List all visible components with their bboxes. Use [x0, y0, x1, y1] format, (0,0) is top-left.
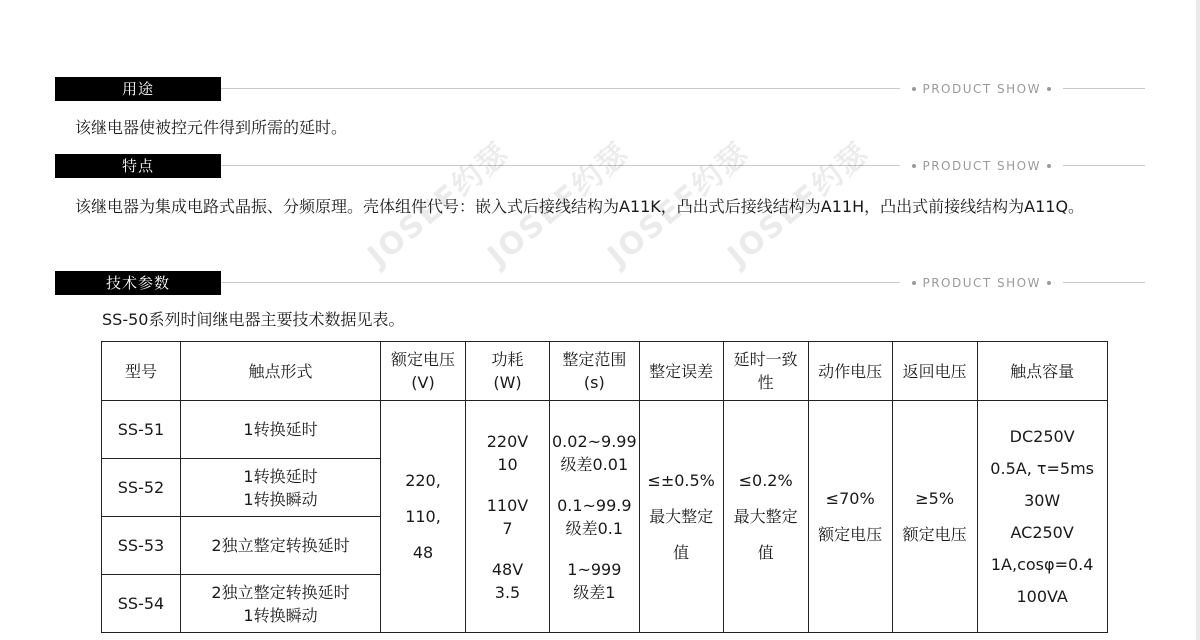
contact-capacity-cell: DC250V 0.5A, τ=5ms 30W AC250V 1A,cosφ=0.4 100VA [977, 401, 1107, 633]
section-tag-feature: 特点 [55, 154, 221, 178]
header-setting-error: 整定误差 [639, 342, 723, 401]
section-header-tech [55, 271, 1145, 295]
header-setting-range: 整定范围 (s) [550, 342, 640, 401]
setting-range-cell: 0.02~9.99 级差0.01 0.1~99.9 级差0.1 1~999 级差1 [550, 401, 640, 633]
watermark-logo: JOSEF约瑟 [601, 135, 757, 274]
table-header-row [102, 342, 1108, 401]
tech-intro-text: SS-50系列时间继电器主要技术数据见表。 [102, 310, 405, 329]
return-voltage-cell: ≥5% 额定电压 [892, 401, 977, 633]
model-cell: SS-54 [102, 575, 181, 633]
right-edge-bar [1196, 0, 1200, 640]
header-contact-form: 触点形式 [181, 342, 381, 401]
rated-voltage-cell: 220, 110, 48 [381, 401, 466, 633]
contact-form-cell: 1转换延时 [181, 401, 381, 459]
product-show-tagline: PRODUCT SHOW [900, 275, 1063, 291]
model-cell: SS-52 [102, 459, 181, 517]
watermark-logo: JOSEF约瑟 [481, 135, 637, 274]
watermark-logo: JOSEF约瑟 [361, 135, 517, 274]
usage-text: 该继电器使被控元件得到所需的延时。 [75, 118, 348, 137]
header-delay-consistency: 延时一致 性 [723, 342, 808, 401]
operate-voltage-cell: ≤70% 额定电压 [808, 401, 892, 633]
contact-form-cell: 2独立整定转换延时 1转换瞬动 [181, 575, 381, 633]
contact-form-cell: 1转换延时 1转换瞬动 [181, 459, 381, 517]
section-header-usage [55, 77, 1145, 101]
power-cell: 220V 10 110V 7 48V 3.5 [466, 401, 550, 633]
spec-table [101, 341, 1108, 633]
model-cell: SS-51 [102, 401, 181, 459]
watermark-logo: JOSEF约瑟 [721, 135, 877, 274]
header-operate-voltage: 动作电压 [808, 342, 892, 401]
header-return-voltage: 返回电压 [892, 342, 977, 401]
header-model: 型号 [102, 342, 181, 401]
header-rated-voltage: 额定电压 (V) [381, 342, 466, 401]
model-cell: SS-53 [102, 517, 181, 575]
section-tag-tech: 技术参数 [55, 271, 221, 295]
setting-error-cell: ≤±0.5% 最大整定 值 [639, 401, 723, 633]
section-tag-usage: 用途 [55, 77, 221, 101]
delay-consistency-cell: ≤0.2% 最大整定 值 [723, 401, 808, 633]
product-show-tagline: PRODUCT SHOW [900, 81, 1063, 97]
contact-form-cell: 2独立整定转换延时 [181, 517, 381, 575]
header-contact-capacity: 触点容量 [977, 342, 1107, 401]
table-row [102, 401, 1108, 459]
feature-text: 该继电器为集成电路式晶振、分频原理。壳体组件代号：嵌入式后接线结构为A11K，凸出式后接线结构为A11H，凸出式前接线结构为A11Q。 [75, 197, 1085, 216]
product-show-tagline: PRODUCT SHOW [900, 158, 1063, 174]
header-power: 功耗 (W) [466, 342, 550, 401]
